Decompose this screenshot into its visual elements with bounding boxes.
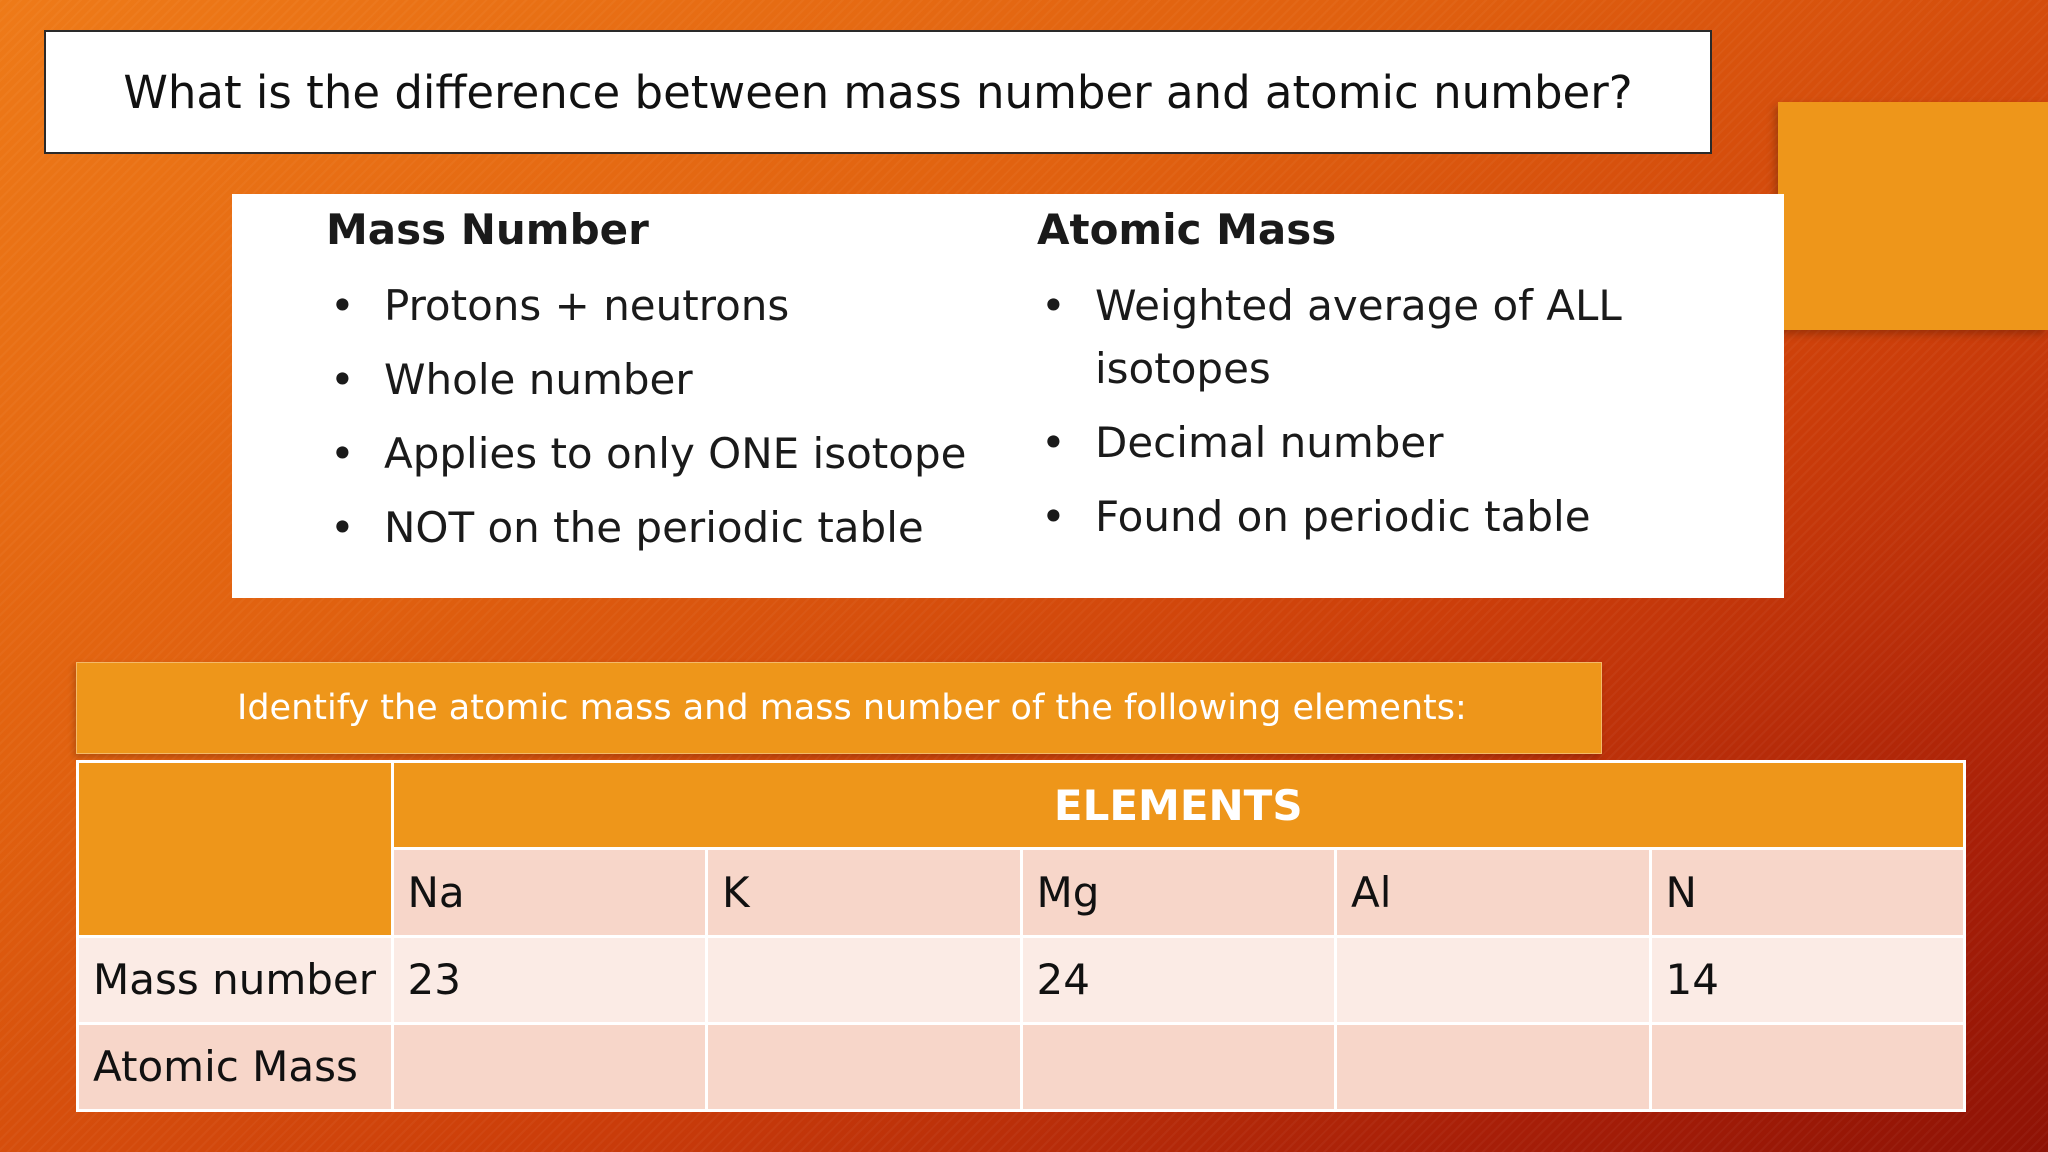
table-corner-cell bbox=[78, 762, 393, 937]
elements-header: ELEMENTS bbox=[392, 762, 1965, 849]
table-row bbox=[78, 936, 1965, 1023]
slide-title-box bbox=[44, 30, 1712, 154]
table-cell: 24 bbox=[1021, 936, 1336, 1023]
mass-number-list bbox=[326, 274, 966, 559]
row-label-mass-number: Mass number bbox=[78, 936, 393, 1023]
atomic-mass-list bbox=[1037, 274, 1677, 548]
bullet-icon: • bbox=[1041, 418, 1066, 467]
list-item: • Whole number bbox=[326, 348, 966, 411]
decorative-orange-square bbox=[1778, 102, 2048, 330]
element-symbol-n: N bbox=[1650, 849, 1965, 936]
table-cell bbox=[1336, 1023, 1651, 1110]
bullet-icon: • bbox=[330, 429, 355, 478]
mass-number-heading: Mass Number bbox=[326, 205, 649, 254]
table-cell bbox=[392, 1023, 707, 1110]
instruction-banner bbox=[76, 662, 1602, 754]
table-cell bbox=[707, 936, 1022, 1023]
atomic-mass-column bbox=[1037, 194, 1677, 559]
table-cell: 23 bbox=[392, 936, 707, 1023]
list-item: • Found on periodic table bbox=[1037, 485, 1677, 548]
element-symbol-mg: Mg bbox=[1021, 849, 1336, 936]
row-label-atomic-mass: Atomic Mass bbox=[78, 1023, 393, 1110]
list-item: • Protons + neutrons bbox=[326, 274, 966, 337]
bullet-icon: • bbox=[330, 503, 355, 552]
element-symbol-al: Al bbox=[1336, 849, 1651, 936]
table-cell: 14 bbox=[1650, 936, 1965, 1023]
elements-table bbox=[76, 760, 1966, 1112]
element-symbol-na: Na bbox=[392, 849, 707, 936]
bullet-icon: • bbox=[330, 355, 355, 404]
list-item: • NOT on the periodic table bbox=[326, 496, 966, 559]
table-cell bbox=[1336, 936, 1651, 1023]
table-cell bbox=[707, 1023, 1022, 1110]
mass-number-column bbox=[326, 194, 966, 570]
list-item: • Applies to only ONE isotope bbox=[326, 422, 966, 485]
table-cell bbox=[1021, 1023, 1336, 1110]
bullet-icon: • bbox=[1041, 281, 1066, 330]
list-item: • Decimal number bbox=[1037, 411, 1677, 474]
list-item: • Weighted average of ALL isotopes bbox=[1037, 274, 1635, 400]
bullet-icon: • bbox=[330, 281, 355, 330]
instruction-text: Identify the atomic mass and mass number of the following elements: bbox=[237, 688, 1467, 728]
atomic-mass-heading: Atomic Mass bbox=[1037, 205, 1337, 254]
table-row bbox=[78, 1023, 1965, 1110]
slide-title: What is the difference between mass number and atomic number? bbox=[123, 65, 1633, 119]
table-cell bbox=[1650, 1023, 1965, 1110]
bullet-icon: • bbox=[1041, 492, 1066, 541]
comparison-card bbox=[232, 194, 1784, 598]
table-header-row bbox=[78, 762, 1965, 849]
element-symbol-k: K bbox=[707, 849, 1022, 936]
